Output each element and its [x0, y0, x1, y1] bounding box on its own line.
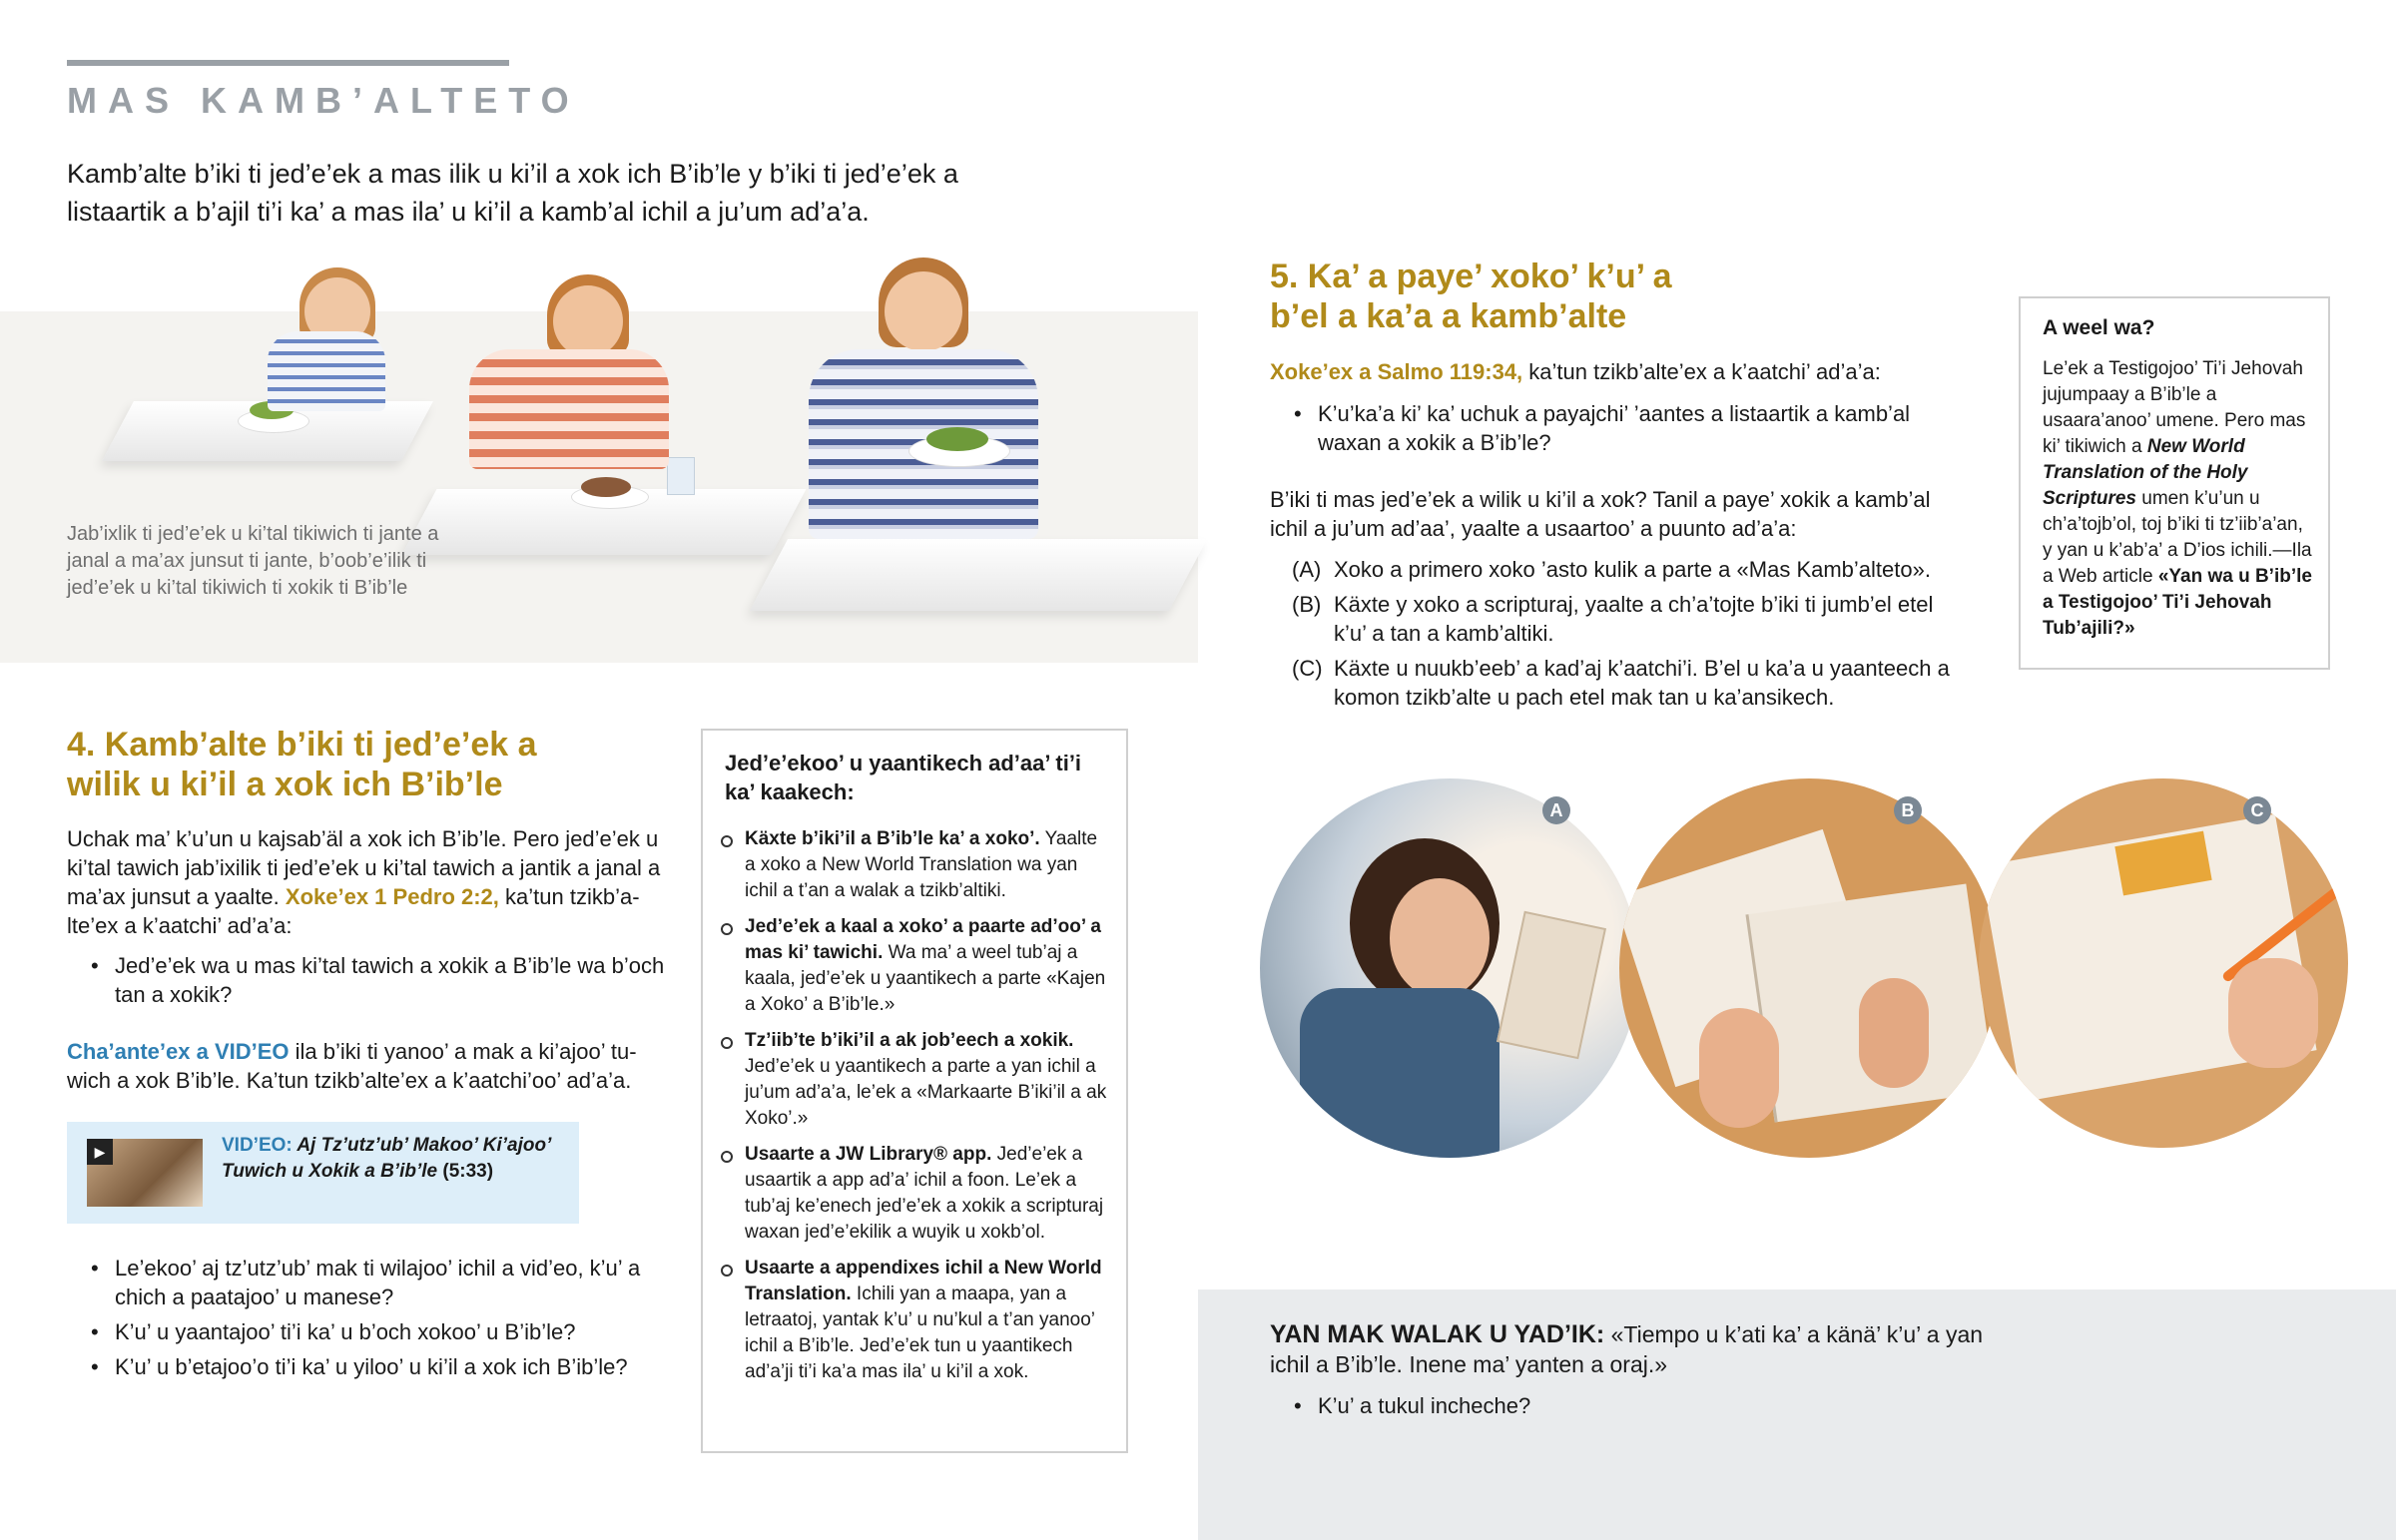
- did-you-know-title: A weel wa?: [2043, 316, 2155, 339]
- tip-item: [721, 1256, 1110, 1385]
- step-letter: (B): [1292, 592, 1322, 617]
- tip-text: Jed’e’ek u yaantikech a parte a yan ichil a ju’um ad’a’a, le’ek a «Markaarte B’iki’il a ak Xoko’.»: [745, 1056, 1107, 1129]
- video-title: Aj Tz’utz’ub’ Makoo’ Ki’ajoo’ Tuwich u Xokik a B’ib’le: [222, 1135, 551, 1182]
- section-5-questions: [1270, 399, 1969, 463]
- tip-text: Wa ma’ a weel tub’aj a kaala, jed’e’ek u yaantikech a parte «Kajen a Xoko’ a B’ib’le.»: [745, 942, 1106, 1015]
- section-5-title: 5. Ka’ a paye’ xoko’ k’u’ a b’el a ka’a a kamb’alte: [1270, 257, 1672, 335]
- tip-item: [721, 914, 1110, 1018]
- tip-heading: Usaarte a JW Library® app.: [745, 1144, 992, 1165]
- tip-text: Ichili yan a maapa, yan a letraatoj, yantak k’u’ u nu’kul a t’an yanoo’ ichil a B’ib’le. Jed’e’ek tun u yaantikech ad’a’ji ti’i ka’a mas ila’ u ki’il a xok.: [745, 1283, 1095, 1382]
- section-5-ref-text: ka’tun tzikb’alte’ex a k’aatchi’ ad’a’a:: [1522, 359, 1881, 384]
- video-questions: [67, 1254, 666, 1387]
- illustration-caption: Jab’ixlik ti jed’e’ek u ki’tal tikiwich ti jante a janal a ma’ax junsut ti jante, b’oob’e’ilik ti jed’e’ek u ki’tal tikiwich ti xokik ti B’ib’le: [67, 523, 439, 599]
- tip-heading: Käxte b’iki’il a B’ib’le ka’ a xoko’.: [745, 828, 1040, 849]
- tip-heading: Usaarte a appendixes ichil a New World Translation.: [745, 1258, 1102, 1304]
- section-4-paragraph: [67, 824, 676, 940]
- tip-item: [721, 1028, 1110, 1132]
- tip-text: Jed’e’ek a usaartik a app ad’a’ ichil a foon. Le’ek a tub’aj ke’enech jed’e’ek a xokik a scripturaj waxan jed’e’ekilik a wuyik u xokb’ol.: [745, 1144, 1104, 1243]
- section-4-questions: [67, 951, 666, 1015]
- question-item: • K’u’ u b’etajoo’o ti’i ka’ u yiloo’ u ki’il a xok ich B’ib’le?: [67, 1352, 666, 1381]
- scripture-link-1-pedro[interactable]: Xoke’ex 1 Pedro 2:2,: [285, 884, 499, 909]
- web-article-link[interactable]: «Yan wa u B’ib’le a Testigojoo’ Ti’i Jehovah Tub’ajili?»: [2043, 566, 2312, 639]
- question-item: • Jed’e’ek wa u mas ki’tal tawich a xokik a B’ib’le wa b’och tan a xokik?: [67, 951, 666, 1009]
- play-icon[interactable]: ▶: [87, 1139, 113, 1165]
- eating-illustration: [0, 250, 1198, 669]
- tip-heading: Tz’iib’te b’iki’il a ak job’eech a xokik.: [745, 1030, 1074, 1051]
- footer-questions: [1270, 1391, 1969, 1426]
- scripture-link-salmo[interactable]: Xoke’ex a Salmo 119:34,: [1270, 359, 1523, 384]
- tip-item: [721, 826, 1110, 904]
- step-item: [1270, 654, 1969, 712]
- circle-illustration-b: [1619, 778, 1999, 1158]
- video-thumbnail[interactable]: [87, 1139, 203, 1207]
- video-title-block[interactable]: [222, 1133, 561, 1185]
- section-5-paragraph: B’iki ti mas jed’e’ek a wilik u ki’il a xok? Tanil a paye’ xokik a kamb’al ichil a ju’um ad’aa’, yaalte a usaartoo’ a puunto ad’a’a:: [1270, 487, 1931, 541]
- circle-illustration-c: [1979, 778, 2348, 1148]
- tip-item: [721, 1142, 1110, 1246]
- study-steps-list: [1270, 555, 1969, 718]
- step-text: Käxte y xoko a scripturaj, yaalte a ch’a’tojte b’iki ti jumb’el etel k’u’ a tan a kamb’altiki.: [1334, 592, 1934, 646]
- tips-list: [721, 826, 1110, 1395]
- video-card[interactable]: [67, 1122, 579, 1224]
- question-item: • K’u’ u yaantajoo’ ti’i ka’ u b’och xokoo’ u B’ib’le?: [67, 1317, 666, 1346]
- question-item: • K’u’ka’a ki’ ka’ uchuk a payajchi’ ’aantes a listaartik a kamb’al waxan a xokik a B’ib’le?: [1270, 399, 1969, 457]
- video-label: VID’EO:: [222, 1135, 293, 1156]
- section-5-reference-line: [1270, 357, 1949, 386]
- step-letter: (C): [1292, 656, 1323, 681]
- tip-text: Yaalte a xoko a New World Translation wa yan ichil a t’an a walak a tzikb’altiki.: [745, 828, 1098, 901]
- footer-quote: «Tiempo u k’ati ka’ a känä’ k’u’ a yan ichil a B’ib’le. Inene ma’ yanten a oraj.»: [1270, 1321, 1984, 1377]
- section-4-title: 4. Kamb’alte b’iki ti jed’e’ek a wilik u ki’il a xok ich B’ib’le: [67, 726, 537, 803]
- section-header: MAS KAMB’ALTETO: [67, 80, 580, 121]
- step-text: Xoko a primero xoko ’asto kulik a parte a «Mas Kamb’alteto».: [1334, 557, 1931, 582]
- circle-label-b: B: [1894, 796, 1922, 824]
- video-paragraph-text: ila b’iki ti yanoo’ a mak a ki’ajoo’ tuwich a xok B’ib’le. Ka’tun tzikb’alte’ex a k’aatchi’oo’ ad’a’a.: [67, 1039, 637, 1093]
- section-4-text-after: ka’tun tzikb’alte’ex a k’aatchi’ ad’a’a:: [67, 884, 640, 938]
- step-text: Käxte u nuukb’eeb’ a kad’aj k’aatchi’i. B’el u ka’a u yaanteech a komon tzikb’alte u pach etel mak tan u ka’ansikech.: [1334, 656, 1950, 710]
- step-item: [1270, 555, 1969, 584]
- video-paragraph: [67, 1037, 666, 1095]
- circle-label-c: C: [2243, 796, 2271, 824]
- footer-statement: [1270, 1319, 2029, 1379]
- step-item: [1270, 590, 1969, 648]
- footer-label: YAN MAK WALAK U YAD’IK:: [1270, 1320, 1605, 1348]
- did-you-know-text-b: umen k’u’un u ch’a’tojb’ol, toj b’iki ti tz’iib’a’an, y yan u k’ab’a’ a D’ios ichili.—Ila a Web article: [2043, 488, 2312, 587]
- header-rule: [67, 60, 509, 66]
- step-letter: (A): [1292, 557, 1322, 582]
- video-link[interactable]: Cha’ante’ex a VID’EO: [67, 1039, 290, 1064]
- bible-translation-name: New World Translation of the Holy Scriptures: [2043, 436, 2248, 509]
- circle-illustration-a: [1260, 778, 1639, 1158]
- did-you-know-text: [2043, 356, 2312, 642]
- video-duration: (5:33): [442, 1161, 494, 1182]
- circle-label-a: A: [1542, 796, 1570, 824]
- intro-paragraph: Kamb’alte b’iki ti jed’e’ek a mas ilik u ki’il a xok ich B’ib’le y b’iki ti jed’e’ek a listaartik a b’ajil ti’i ka’ a mas ila’ u ki’il a kamb’al ichil a ju’um ad’a’a.: [67, 159, 958, 227]
- tips-title: Jed’e’ekoo’ u yaantikech ad’aa’ ti’i ka’ kaakech:: [725, 751, 1082, 804]
- tips-sidebar: [701, 729, 1128, 1453]
- question-item: • K’u’ a tukul incheche?: [1270, 1391, 1969, 1420]
- did-you-know-text-a: Le’ek a Testigojoo’ Ti’i Jehovah jujumpaay a B’ib’le a usaara’anoo’ umene. Pero mas ki’ tikiwich a: [2043, 358, 2306, 457]
- section-4-text: Uchak ma’ k’u’un u kajsab’äl a xok ich B’ib’le. Pero jed’e’ek u ki’tal tawich jab’ixilik ti jed’e’ek u ki’tal tawich a jantik a janal a ma’ax junsut a yaalte.: [67, 826, 661, 909]
- question-item: • Le’ekoo’ aj tz’utz’ub’ mak ti wilajoo’ ichil a vid’eo, k’u’ a chich a paatajoo’ u manese?: [67, 1254, 666, 1311]
- did-you-know-sidebar: [2019, 296, 2330, 670]
- tip-heading: Jed’e’ek a kaal a xoko’ a paarte ad’oo’ a mas ki’ tawichi.: [745, 916, 1101, 963]
